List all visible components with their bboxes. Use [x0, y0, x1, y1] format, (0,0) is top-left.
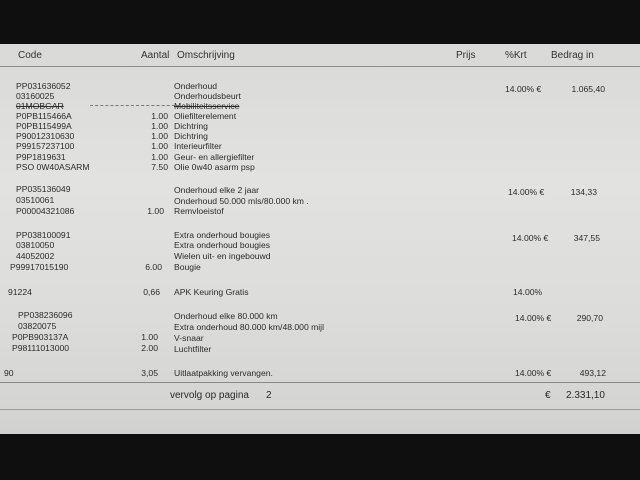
next-page-number: 2: [266, 390, 272, 401]
line-krt: 14.00% €: [505, 84, 542, 94]
subtotal-amount: 2.331,10: [566, 390, 605, 401]
line-description: Onderhoudsbeurt: [174, 91, 241, 101]
strike-dash-line: [90, 105, 180, 106]
line-amount: 347,55: [573, 233, 600, 243]
line-description: Extra onderhoud bougies: [174, 230, 271, 240]
line-code: 44052002: [16, 251, 55, 261]
header-prijs: Prijs: [456, 50, 476, 61]
line-code: PP038100091: [16, 230, 71, 240]
line-code: P0PB903137A: [12, 332, 69, 342]
line-code: 91224: [8, 287, 32, 297]
line-description: Luchtfilter: [174, 344, 212, 354]
header-bedrag: Bedrag in: [551, 50, 594, 61]
header-code: Code: [18, 50, 42, 61]
invoice-lines: [0, 44, 640, 434]
line-description: Dichtring: [174, 121, 208, 131]
line-code: 03810050: [16, 240, 55, 250]
line-code: 03510061: [16, 195, 55, 205]
line-code: PSO 0W40ASARM: [16, 162, 90, 172]
invoice-sheet: [0, 44, 640, 434]
line-krt: 14.00% €: [508, 187, 545, 197]
line-qty: 1.00: [151, 141, 168, 151]
line-qty: 6.00: [145, 262, 162, 272]
line-code: P99917015190: [10, 262, 69, 272]
header-aantal: Aantal: [141, 50, 170, 61]
line-qty: 1.00: [141, 332, 158, 342]
line-description: Onderhoud elke 2 jaar: [174, 185, 260, 195]
line-description: Oliefilterelement: [174, 111, 237, 121]
line-qty: 1.00: [151, 111, 168, 121]
line-qty: 1.00: [151, 131, 168, 141]
line-qty: 1.00: [151, 152, 168, 162]
line-code: 03160025: [16, 91, 55, 101]
line-description: Extra onderhoud 80.000 km/48.000 mijl: [174, 322, 325, 332]
line-qty: 1.00: [147, 206, 164, 216]
line-qty: 0,66: [143, 287, 160, 297]
line-code: P99157237100: [16, 141, 75, 151]
line-code: P9P1819631: [16, 152, 66, 162]
line-code: P98111013000: [12, 343, 70, 353]
line-code: 01MOBGAR: [16, 101, 64, 111]
line-code: P90012310630: [16, 131, 75, 141]
line-description: Interieurfilter: [174, 141, 222, 151]
header-krt: %Krt: [505, 50, 527, 61]
line-krt: 14.00% €: [515, 313, 552, 323]
line-description: Onderhoud: [174, 81, 218, 91]
line-code: P0PB115466A: [16, 111, 72, 121]
line-description: Extra onderhoud bougies: [174, 240, 271, 250]
line-description: V-snaar: [174, 333, 204, 343]
line-amount: 1.065,40: [571, 84, 605, 94]
line-description: Geur- en allergiefilter: [174, 152, 255, 162]
line-krt: 14.00%: [513, 287, 543, 297]
line-description: Onderhoud elke 80.000 km: [174, 311, 278, 321]
invoice-footer: [0, 382, 640, 410]
header-omschrijving: Omschrijving: [177, 50, 235, 61]
continued-on-page-label: vervolg op pagina: [170, 390, 249, 401]
line-description: Olie 0w40 asarm psp: [174, 162, 255, 172]
line-description: Onderhoud 50.000 mls/80.000 km .: [174, 196, 309, 206]
line-krt: 14.00% €: [512, 233, 549, 243]
line-description: APK Keuring Gratis: [174, 287, 249, 297]
line-code: P0PB115499A: [16, 121, 72, 131]
line-description: Wielen uit- en ingebouwd: [174, 251, 271, 261]
line-description: Dichtring: [174, 131, 208, 141]
line-qty: 3,05: [141, 368, 158, 378]
line-qty: 2.00: [141, 343, 158, 353]
line-code: PP038236096: [18, 310, 73, 320]
line-qty: 1.00: [151, 121, 168, 131]
line-description: Mobiliteitsservice: [174, 101, 240, 111]
line-amount: 134,33: [570, 187, 597, 197]
line-krt: 14.00% €: [515, 368, 552, 378]
line-code: PP035136049: [16, 184, 71, 194]
line-description: Bougie: [174, 262, 201, 272]
line-amount: 493,12: [579, 368, 606, 378]
line-description: Remvloeistof: [174, 206, 224, 216]
currency-symbol: €: [545, 390, 551, 401]
line-code: 03820075: [18, 321, 57, 331]
line-code: PP031636052: [16, 81, 71, 91]
line-amount: 290,70: [576, 313, 603, 323]
line-description: Uitlaatpakking vervangen.: [174, 368, 273, 378]
line-qty: 7.50: [151, 162, 168, 172]
line-code: 90: [4, 368, 14, 378]
line-code: P00004321086: [16, 206, 75, 216]
